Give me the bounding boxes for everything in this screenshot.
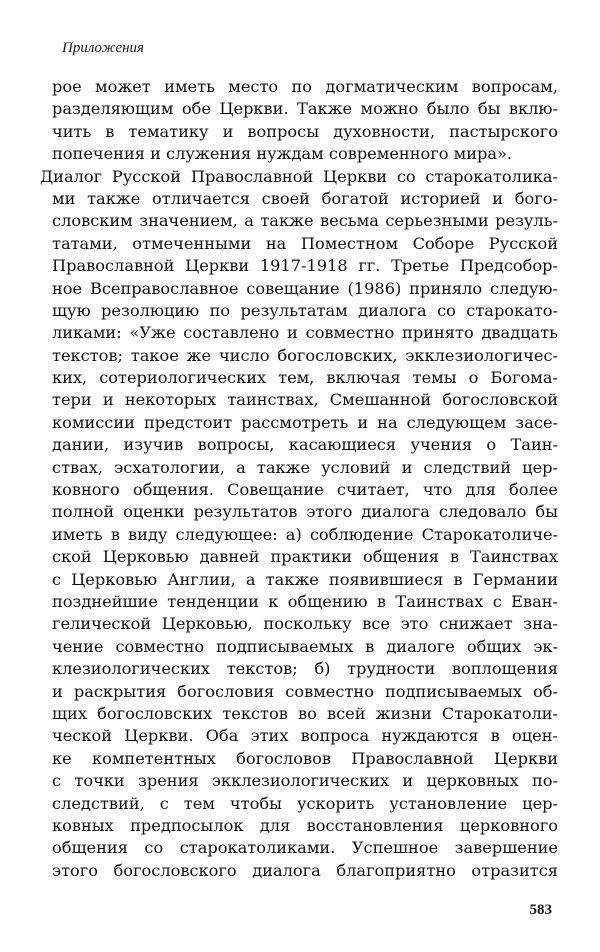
text-line: Православной Церкви 1917-1918 гг. Третье Предсобор-	[52, 256, 558, 276]
text-line: разделяющим обе Церкви. Также можно было бы вклю-	[52, 99, 558, 119]
text-line: этого богословского диалога благоприятно отразится	[52, 860, 558, 880]
text-line: ковного общения. Совещание считает, что для более	[52, 480, 558, 500]
page-number: 583	[529, 902, 552, 918]
text-line: ствах, эсхатологии, а также условий и следствий цер-	[52, 457, 558, 477]
text-line: позднейшие тенденции к общению в Таинствах с Еван-	[52, 591, 558, 611]
text-line: татами, отмеченными на Поместном Соборе Русской	[52, 233, 558, 253]
text-line: полной оценки результатов этого диалога следовало бы	[52, 502, 558, 522]
text-line: ке компетентных богословов Православной Церкви	[52, 748, 558, 768]
text-line: ких, сотериологических тем, включая темы о Богома-	[52, 368, 558, 388]
text-line: попечения и служения нуждам современного мира».	[52, 144, 513, 164]
text-line: текстов; такое же число богословских, экклезиологичес-	[52, 345, 558, 365]
text-line: комиссии предстоит рассмотреть и на следующем засе-	[52, 412, 558, 432]
running-header: Приложения	[62, 40, 145, 56]
text-line: гелической Церковью, поскольку все это снижает зна-	[52, 614, 558, 634]
text-line: словским значением, а также весьма серьезными резуль-	[52, 211, 558, 231]
text-line: ческой Церкви. Оба этих вопроса нуждаются в оцен-	[52, 726, 558, 746]
text-line: следствий, с тем чтобы ускорить установление цер-	[52, 793, 558, 813]
text-line: клезиологических текстов; б) трудности воплощения	[52, 659, 558, 679]
text-line: ликами: «Уже составлено и совместно принято двадцать	[52, 323, 558, 343]
text-line: чение совместно подписываемых в диалоге общих эк-	[52, 636, 558, 656]
text-line: и раскрытия богословия совместно подписываемых об-	[52, 681, 558, 701]
text-line: ковных предпосылок для восстановления церковного	[52, 815, 558, 835]
paragraph-start-line: Диалог Русской Православной Церкви со старокатолика-	[40, 166, 558, 186]
text-line: чить в тематику и вопросы духовности, пастырского	[52, 121, 558, 141]
text-line: общения со старокатоликами. Успешное завершение	[52, 838, 558, 858]
text-line: ное Всеправославное совещание (1986) приняло следую-	[52, 278, 558, 298]
text-line: щую резолюцию по результатам диалога со старокато-	[52, 300, 558, 320]
text-line: рое может иметь место по догматическим вопросам,	[52, 77, 558, 96]
text-line: иметь в виду следующее: а) соблюдение Старокатоличе-	[52, 524, 558, 544]
text-line: щих богословских текстов во всей жизни Старокатоли-	[52, 703, 558, 723]
text-line: ской Церковью давней практики общения в Таинствах	[52, 547, 558, 567]
text-line: ми также отличается своей богатой историей и бого-	[52, 188, 558, 208]
text-line: тери и некоторых таинствах, Смешанной богословской	[52, 390, 558, 410]
body-text	[40, 76, 558, 882]
text-line: с Церковью Англии, а также появившиеся в Германии	[52, 569, 558, 589]
text-line: с точки зрения экклезиологических и церковных по-	[52, 771, 558, 791]
text-line: дании, изучив вопросы, касающиеся учения о Таин-	[52, 435, 558, 455]
